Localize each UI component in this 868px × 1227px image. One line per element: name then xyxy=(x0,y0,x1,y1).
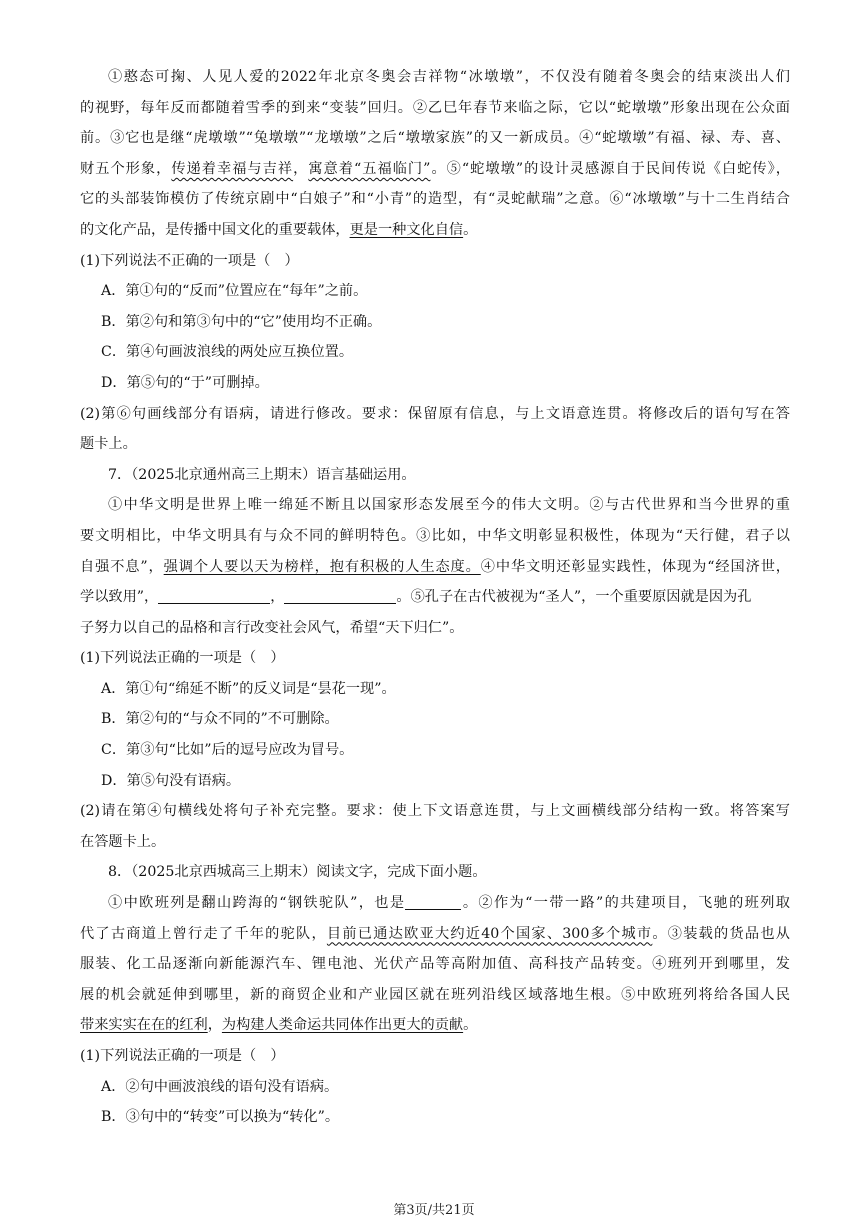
q7-passage-line-1: ①中华文明是世界上唯一绵延不断且以国家形态发展至今的伟大文明。②与古代世界和当今世界的重 xyxy=(108,497,790,514)
text-span: 。 xyxy=(463,1017,478,1034)
text-span: 代了古商道上曾行走了千年的驼队， xyxy=(80,925,327,942)
text-span: 学以致用”， xyxy=(80,589,159,606)
q7-heading: 7．（2025北京通州高三上期末）语言基础运用。 xyxy=(108,466,416,483)
fill-in-blank-2[interactable] xyxy=(284,585,396,604)
text-span: ①中欧班列是翻山跨海的“钢铁驼队”，也是 xyxy=(108,895,406,912)
text-span: 自强不息”， xyxy=(80,558,164,575)
wavy-underlined-phrase-2: 寓意着“五福临门” xyxy=(308,160,431,177)
underlined-phrase-1: 带来实实在在的红利 xyxy=(80,1017,208,1034)
text-span: 的文化产品，是传播中国文化的重要载体， xyxy=(80,221,350,238)
q7-passage-line-5: 子努力以自己的品格和言行改变社会风气，希望“天下归仁”。 xyxy=(80,619,464,636)
q8-passage-line-3: 服装、化工品逐渐向新能源汽车、锂电池、光伏产品等高附加值、高科技产品转变。④班列开到哪里，发 xyxy=(80,956,790,973)
passage6-line-1: ①憨态可掬、人见人爱的2022年北京冬奥会吉祥物“冰墩墩”，不仅没有随着冬奥会的结束淡出人们 xyxy=(108,69,790,85)
q7-sub1: (1)下列说法正确的一项是（ ） xyxy=(80,650,285,667)
text-span: ， xyxy=(293,160,309,177)
wavy-underlined-phrase: 目前已通达欧亚大约近40个国家、300多个城市 xyxy=(326,925,653,942)
q7-sub2-line-1: (2)请在第④句横线处将句子补充完整。要求：使上下文语意连贯，与上文画横线部分结构一致。将答案写 xyxy=(80,803,790,820)
q8-passage-line-4: 展的机会就延伸到哪里，新的商贸企业和产业园区就在班列沿线区域落地生根。⑤中欧班列将给各国人民 xyxy=(80,986,790,1003)
text-span: 财五个形象， xyxy=(80,160,172,177)
page-content xyxy=(80,62,790,1133)
q8-heading: 8．（2025北京西城高三上期末）阅读文字，完成下面小题。 xyxy=(108,864,487,881)
q6-option-d: D．第⑤句的“于”可删掉。 xyxy=(101,374,269,391)
q6-sub2-line-1: (2)第⑥句画线部分有语病，请进行修改。要求：保留原有信息，与上文语意连贯。将修改后的语句写在答 xyxy=(80,405,790,422)
q8-passage-line-5 xyxy=(80,1010,790,1041)
q7-option-b: B．第②句的“与众不同的”不可删除。 xyxy=(101,711,339,728)
passage6-line-6 xyxy=(80,215,790,246)
q6-sub1: (1)下列说法不正确的一项是（ ） xyxy=(80,252,299,269)
text-span: 。⑤孔子在古代被视为“圣人”，一个重要原因就是因为孔 xyxy=(396,589,752,606)
text-span: 。 xyxy=(463,221,478,238)
text-span: 。②作为“一带一路”的共建项目，飞驰的班列取 xyxy=(461,895,790,912)
underlined-phrase-2: 为构建人类命运共同体作出更大的贡献 xyxy=(221,1017,464,1034)
page-number-footer: 第3页/共21页 xyxy=(393,1203,475,1218)
wavy-underlined-phrase-1: 传递着幸福与吉祥 xyxy=(171,160,294,177)
q7-option-c: C．第③句“比如”后的逗号应改为冒号。 xyxy=(101,742,354,759)
text-span: ， xyxy=(270,589,285,606)
text-span: ④中华文明还彰显实践性，体现为“经国济世， xyxy=(480,558,790,575)
q8-sub1: (1)下列说法正确的一项是（ ） xyxy=(80,1048,285,1064)
q6-option-b: B．第②句和第③句中的“它”使用均不正确。 xyxy=(101,313,382,330)
q7-sub2-line-2: 在答题卡上。 xyxy=(80,833,166,850)
q6-option-c: C．第④句画波浪线的两处应互换位置。 xyxy=(101,344,354,361)
q6-sub2-line-2: 题卡上。 xyxy=(80,436,137,453)
passage6-line-2: 的视野，每年反而都随着雪季的到来“变装”回归。②乙巳年春节来临之际，它以“蛇墩墩”形象出现在公众面 xyxy=(80,99,790,116)
fill-in-blank[interactable] xyxy=(405,891,461,910)
q8-option-a: A．②句中画波浪线的语句没有语病。 xyxy=(101,1078,339,1095)
text-span: ， xyxy=(207,1017,222,1034)
q6-option-a: A．第①句的“反而”位置应在“每年”之前。 xyxy=(101,283,368,300)
passage6-line-4 xyxy=(80,154,790,185)
q7-passage-line-4 xyxy=(80,582,790,613)
underlined-phrase: 强调个人要以天为榜样，抱有积极的人生态度。 xyxy=(163,558,481,575)
q8-passage-line-2 xyxy=(80,919,790,950)
passage6-line-5: 它的头部装饰模仿了传统京剧中“白娘子”和“小青”的造型，有“灵蛇献瑞”之意。⑥“冰墩墩”与十二生肖结合 xyxy=(80,191,790,208)
passage6-line-3: 前。③它也是继“虎墩墩”“兔墩墩”“龙墩墩”之后“墩墩家族”的又一新成员。④“蛇墩墩”有福、禄、寿、喜、 xyxy=(80,130,790,147)
q8-passage-line-1 xyxy=(80,888,790,919)
underlined-phrase: 更是一种文化自信 xyxy=(349,221,464,238)
fill-in-blank-1[interactable] xyxy=(158,585,270,604)
text-span: 。⑤“蛇墩墩”的设计灵感源自于民间传说《白蛇传》， xyxy=(430,160,790,177)
q8-option-b: B．③句中的“转变”可以换为“转化”。 xyxy=(101,1109,340,1126)
q7-option-a: A．第①句“绵延不断”的反义词是“昙花一现”。 xyxy=(101,680,396,697)
q7-option-d: D．第⑤句没有语病。 xyxy=(101,772,241,789)
text-span: 。③装载的货品也从 xyxy=(652,925,790,942)
q7-passage-line-3 xyxy=(80,552,790,583)
q7-passage-line-2: 要文明相比，中华文明具有与众不同的鲜明特色。③比如，中华文明彰显积极性，体现为“天行健，君子以 xyxy=(80,527,790,544)
